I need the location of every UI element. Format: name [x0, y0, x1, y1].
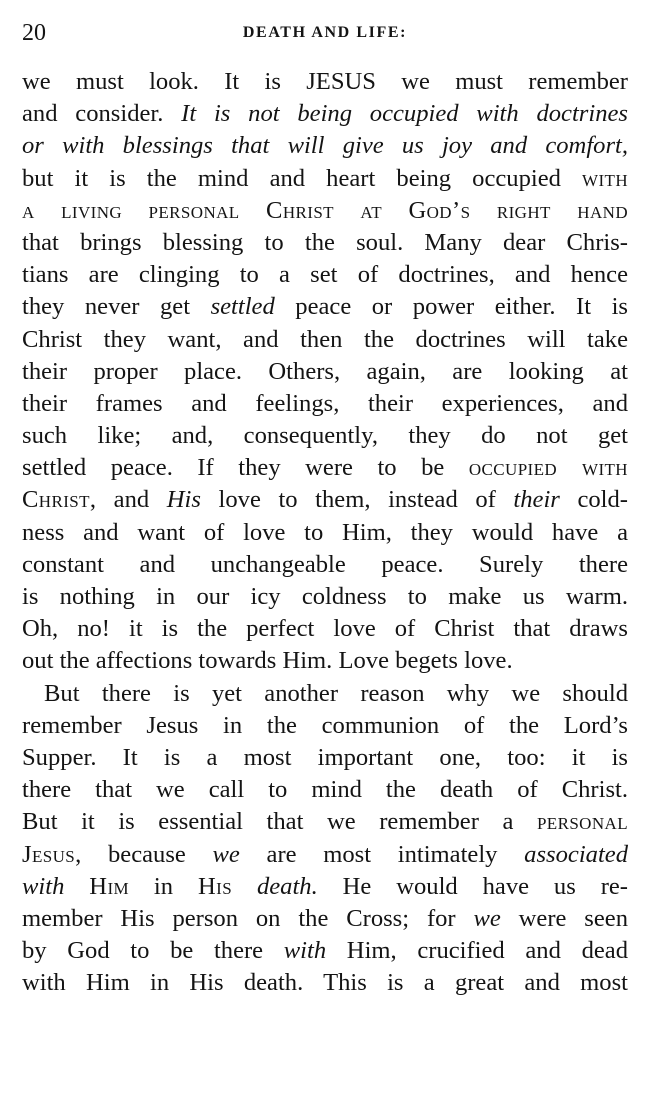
text-segment: ness and want of love to Him, they would have a — [22, 518, 628, 546]
text-segment: , because — [75, 840, 213, 868]
running-head — [22, 18, 628, 48]
text-segment: such like; and, consequently, they do not get — [22, 422, 628, 450]
text-line — [22, 356, 628, 388]
text-line — [22, 227, 628, 259]
text-segment: constant and unchangeable peace. Surely there — [22, 550, 628, 578]
italic-text: or with blessings that will give us joy and comfort, — [22, 132, 628, 160]
text-line — [22, 452, 628, 484]
text-line — [22, 935, 628, 967]
text-segment: are most intimately — [239, 840, 525, 868]
text-line — [22, 388, 628, 420]
italic-text: settled — [210, 293, 275, 321]
text-segment — [232, 873, 257, 900]
text-segment: remember Jesus in the communion of the Lord’s — [22, 711, 628, 739]
text-segment: out the affections towards Him. Love begets love. — [22, 647, 513, 675]
small-caps-text: Him — [89, 872, 130, 900]
small-caps-text: with — [582, 164, 628, 192]
italic-text: death. — [256, 872, 318, 900]
text-line — [22, 517, 628, 549]
text-segment: peace or power either. It is — [274, 293, 628, 321]
text-segment: their frames and feelings, their experiences, and — [22, 389, 628, 417]
body-text — [22, 66, 628, 999]
text-line — [22, 678, 628, 710]
text-segment: But it is essential that we remember a — [22, 808, 537, 836]
italic-text: with — [22, 872, 65, 900]
text-line — [22, 484, 628, 516]
text-segment: we must look. It is JESUS we must remember — [22, 68, 628, 95]
text-segment: member His person on the Cross; for — [22, 904, 474, 932]
text-line — [22, 839, 628, 871]
italic-text: we — [212, 840, 240, 868]
text-line — [22, 903, 628, 935]
small-caps-text: occupied with — [468, 454, 628, 482]
text-segment: and consider. — [22, 100, 182, 128]
text-segment: But there is yet another reason why we should — [44, 679, 628, 707]
text-segment: that brings blessing to the soul. Many dear Chris- — [22, 228, 628, 256]
text-segment: is nothing in our icy coldness to make us warm. — [22, 583, 628, 610]
italic-text: His — [166, 486, 201, 514]
text-line — [22, 710, 628, 742]
text-line — [22, 324, 628, 356]
text-segment: in — [129, 872, 198, 900]
small-caps-text: Jesus — [22, 840, 76, 868]
page-number: 20 — [22, 20, 46, 46]
text-line — [22, 645, 628, 677]
text-line — [22, 66, 628, 98]
text-segment: cold- — [559, 486, 628, 514]
italic-text: with — [283, 937, 327, 965]
text-segment: love to them, instead of — [200, 486, 514, 514]
text-segment: Oh, no! it is the perfect love of Christ that draws — [22, 615, 628, 643]
italic-text: we — [473, 904, 501, 932]
text-line — [22, 774, 628, 806]
text-segment: Supper. It is a most important one, too: it is — [22, 743, 628, 771]
text-segment: with Him in His death. This is a great and most — [22, 969, 628, 997]
text-line — [22, 259, 628, 291]
text-segment: settled peace. If they were to be — [22, 454, 469, 482]
text-segment: they never get — [22, 293, 211, 321]
text-segment: their proper place. Others, again, are looking at — [22, 357, 628, 385]
text-segment: by God to be there — [22, 937, 284, 965]
text-line — [22, 163, 628, 195]
text-line — [22, 967, 628, 999]
text-line — [22, 130, 628, 162]
text-segment: Him, crucified and dead — [326, 937, 628, 965]
text-segment: , and — [89, 486, 167, 514]
text-segment: were seen — [500, 904, 629, 932]
small-caps-text: Christ — [22, 486, 90, 514]
italic-text: It is not being occupied with doctrines — [181, 100, 628, 128]
small-caps-text: personal — [536, 808, 628, 836]
text-segment: Christ they want, and then the doctrines will take — [22, 325, 628, 353]
text-line — [22, 806, 628, 838]
small-caps-text: a living personal Christ at God’s right hand — [22, 196, 628, 224]
italic-text: associated — [524, 840, 628, 868]
text-segment: tians are clinging to a set of doctrines, and hence — [22, 261, 628, 289]
text-line — [22, 420, 628, 452]
text-line — [22, 742, 628, 774]
text-segment: He would have us re- — [317, 872, 628, 900]
text-line — [22, 98, 628, 130]
text-line — [22, 581, 628, 613]
text-line — [22, 613, 628, 645]
text-line — [22, 871, 628, 903]
text-segment — [64, 873, 89, 900]
text-line — [22, 291, 628, 323]
running-title: DEATH AND LIFE: — [242, 24, 408, 41]
text-line — [22, 195, 628, 227]
text-segment: but it is the mind and heart being occupied — [22, 164, 583, 192]
italic-text: their — [513, 486, 560, 514]
text-segment: there that we call to mind the death of Christ. — [22, 776, 628, 804]
small-caps-text: His — [197, 872, 233, 900]
text-line — [22, 549, 628, 581]
